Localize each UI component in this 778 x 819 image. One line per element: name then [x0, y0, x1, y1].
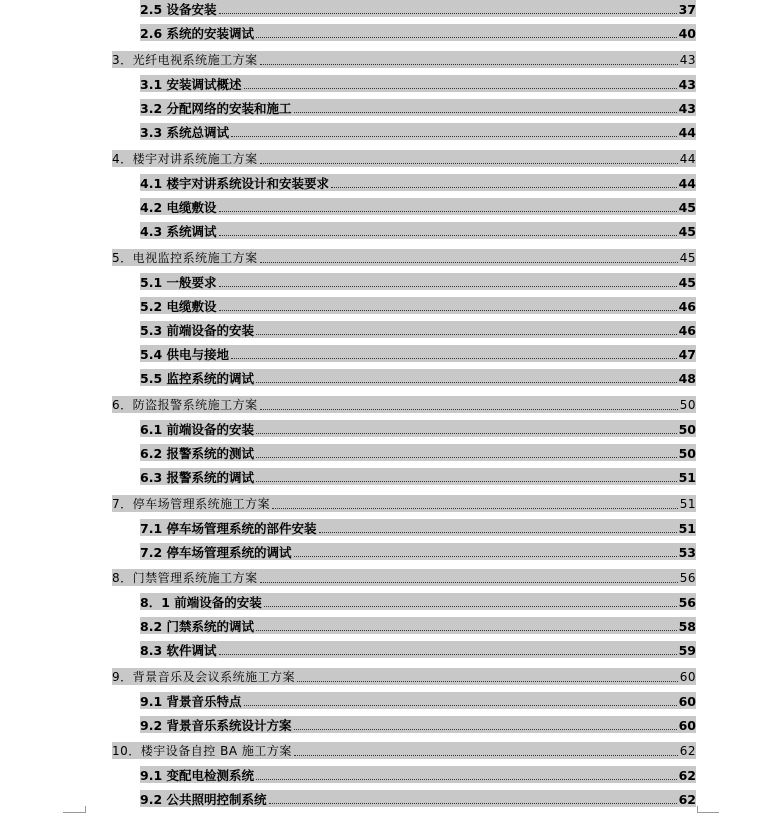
toc-entry[interactable]	[140, 273, 696, 290]
toc-entry[interactable]	[140, 321, 696, 338]
toc-entry-title: 6.3 报警系统的调试	[140, 470, 254, 485]
toc-entry-page-number: 43	[678, 77, 696, 92]
toc-entry[interactable]	[140, 24, 696, 41]
toc-entry[interactable]	[140, 692, 696, 709]
toc-entry[interactable]	[112, 396, 696, 413]
toc-entry-title: 2.5 设备安装	[140, 2, 217, 17]
toc-entry[interactable]	[140, 593, 696, 610]
toc-entry[interactable]	[140, 543, 696, 560]
toc-dot-leader	[219, 310, 677, 311]
toc-entry[interactable]	[112, 51, 696, 68]
toc-dot-leader	[219, 13, 677, 14]
toc-entry-title: 9.1 背景音乐特点	[140, 694, 242, 709]
toc-entry-page-number: 50	[678, 422, 696, 437]
toc-entry[interactable]	[112, 742, 696, 759]
toc-entry-title: 5.4 供电与接地	[140, 347, 229, 362]
toc-entry-page-number: 62	[679, 744, 696, 758]
toc-dot-leader	[231, 136, 677, 137]
toc-dot-leader	[264, 606, 677, 607]
toc-dot-leader	[256, 481, 677, 482]
toc-entry-page-number: 45	[678, 224, 696, 239]
toc-entry[interactable]	[112, 569, 696, 586]
page-corner-mark-right-vertical	[697, 806, 698, 813]
toc-dot-leader	[260, 409, 678, 410]
toc-entry[interactable]	[112, 668, 696, 685]
toc-entry[interactable]	[140, 369, 696, 386]
toc-entry-page-number: 51	[678, 470, 696, 485]
toc-entry[interactable]	[112, 495, 696, 512]
toc-dot-leader	[256, 457, 677, 458]
toc-entry[interactable]	[140, 297, 696, 314]
toc-entry[interactable]	[140, 790, 696, 807]
toc-entry-page-number: 56	[679, 571, 696, 585]
toc-entry-title: 10．楼宇设备自控 BA 施工方案	[112, 744, 292, 758]
toc-dot-leader	[219, 211, 677, 212]
toc-entry[interactable]	[140, 345, 696, 362]
toc-entry[interactable]	[140, 174, 696, 191]
toc-entry-title: 4．楼宇对讲系统施工方案	[112, 152, 258, 166]
toc-entry[interactable]	[140, 75, 696, 92]
toc-entry-title: 3.3 系统总调试	[140, 125, 229, 140]
toc-entry-title: 3.1 安装调试概述	[140, 77, 242, 92]
toc-dot-leader	[272, 508, 678, 509]
toc-entry-title: 8.2 门禁系统的调试	[140, 619, 254, 634]
toc-entry[interactable]	[140, 519, 696, 536]
toc-dot-leader	[319, 532, 677, 533]
toc-dot-leader	[297, 681, 678, 682]
toc-dot-leader	[294, 556, 677, 557]
toc-entry[interactable]	[140, 716, 696, 733]
toc-entry-page-number: 37	[678, 2, 696, 17]
toc-entry-title: 5.1 一般要求	[140, 275, 217, 290]
toc-entry-page-number: 43	[679, 53, 696, 67]
toc-dot-leader	[256, 37, 677, 38]
toc-entry-title: 5.3 前端设备的安装	[140, 323, 254, 338]
toc-entry-page-number: 60	[678, 718, 696, 733]
toc-entry-title: 6.1 前端设备的安装	[140, 422, 254, 437]
toc-entry-page-number: 62	[678, 768, 696, 783]
toc-entry[interactable]	[140, 123, 696, 140]
toc-entry-title: 4.3 系统调试	[140, 224, 217, 239]
toc-entry-title: 2.6 系统的安装调试	[140, 26, 254, 41]
toc-entry-title: 8．1 前端设备的安装	[140, 595, 262, 610]
toc-dot-leader	[294, 112, 677, 113]
toc-entry-title: 5.2 电缆敷设	[140, 299, 217, 314]
toc-dot-leader	[231, 358, 677, 359]
toc-entry-page-number: 60	[678, 694, 696, 709]
toc-entry-page-number: 46	[678, 323, 696, 338]
toc-entry-title: 5.5 监控系统的调试	[140, 371, 254, 386]
toc-entry[interactable]	[140, 420, 696, 437]
toc-entry-title: 9.1 变配电检测系统	[140, 768, 254, 783]
toc-dot-leader	[294, 755, 678, 756]
toc-dot-leader	[256, 433, 677, 434]
toc-entry-title: 7.1 停车场管理系统的部件安装	[140, 521, 317, 536]
page-corner-mark-left-vertical	[85, 806, 86, 813]
toc-entry-page-number: 50	[678, 446, 696, 461]
toc-dot-leader	[256, 779, 677, 780]
toc-entry[interactable]	[112, 150, 696, 167]
toc-entry-page-number: 45	[679, 251, 696, 265]
toc-entry-title: 4.1 楼宇对讲系统设计和安装要求	[140, 176, 329, 191]
toc-entry[interactable]	[140, 0, 696, 17]
toc-entry-title: 4.2 电缆敷设	[140, 200, 217, 215]
toc-entry-page-number: 47	[678, 347, 696, 362]
toc-dot-leader	[219, 235, 677, 236]
toc-dot-leader	[294, 729, 677, 730]
toc-dot-leader	[256, 334, 677, 335]
toc-entry-page-number: 43	[678, 101, 696, 116]
toc-entry-title: 6.2 报警系统的测试	[140, 446, 254, 461]
toc-entry[interactable]	[140, 222, 696, 239]
toc-entry-title: 9.2 背景音乐系统设计方案	[140, 718, 292, 733]
toc-entry[interactable]	[140, 99, 696, 116]
toc-dot-leader	[260, 64, 678, 65]
toc-entry-page-number: 48	[678, 371, 696, 386]
toc-entry-page-number: 46	[678, 299, 696, 314]
page-corner-mark-left	[63, 812, 85, 819]
page-corner-mark-right	[697, 812, 719, 819]
toc-entry-title: 3.2 分配网络的安装和施工	[140, 101, 292, 116]
toc-entry-page-number: 44	[678, 176, 696, 191]
toc-entry-page-number: 45	[678, 200, 696, 215]
toc-entry-title: 8.3 软件调试	[140, 643, 217, 658]
toc-entry[interactable]	[140, 766, 696, 783]
toc-entry[interactable]	[140, 617, 696, 634]
toc-dot-leader	[269, 803, 677, 804]
toc-entry-title: 3．光纤电视系统施工方案	[112, 53, 258, 67]
toc-entry-title: 7.2 停车场管理系统的调试	[140, 545, 292, 560]
toc-entry-page-number: 44	[678, 125, 696, 140]
toc-entry-title: 7．停车场管理系统施工方案	[112, 497, 271, 511]
toc-dot-leader	[256, 630, 677, 631]
toc-entry-page-number: 59	[678, 643, 696, 658]
toc-entry-page-number: 45	[678, 275, 696, 290]
toc-entry-title: 6．防盗报警系统施工方案	[112, 398, 258, 412]
toc-dot-leader	[260, 262, 678, 263]
toc-entry-page-number: 40	[678, 26, 696, 41]
toc-dot-leader	[260, 163, 678, 164]
toc-entry-page-number: 51	[679, 497, 696, 511]
toc-entry[interactable]	[140, 468, 696, 485]
toc-dot-leader	[260, 582, 678, 583]
toc-entry-page-number: 56	[678, 595, 696, 610]
toc-entry-page-number: 58	[678, 619, 696, 634]
toc-entry-page-number: 62	[678, 792, 696, 807]
toc-dot-leader	[244, 88, 677, 89]
toc-entry-page-number: 60	[679, 670, 696, 684]
toc-entry[interactable]	[112, 249, 696, 266]
toc-entry[interactable]	[140, 641, 696, 658]
toc-entry[interactable]	[140, 444, 696, 461]
toc-dot-leader	[256, 382, 677, 383]
toc-entry-title: 8．门禁管理系统施工方案	[112, 571, 258, 585]
toc-dot-leader	[331, 187, 677, 188]
toc-dot-leader	[219, 654, 677, 655]
toc-entry-page-number: 53	[678, 545, 696, 560]
toc-dot-leader	[244, 705, 677, 706]
toc-entry-page-number: 50	[679, 398, 696, 412]
toc-entry-title: 5．电视监控系统施工方案	[112, 251, 258, 265]
toc-entry[interactable]	[140, 198, 696, 215]
toc-entry-title: 9．背景音乐及会议系统施工方案	[112, 670, 296, 684]
toc-entry-page-number: 44	[679, 152, 696, 166]
toc-entry-title: 9.2 公共照明控制系统	[140, 792, 267, 807]
toc-dot-leader	[219, 286, 677, 287]
toc-entry-page-number: 51	[678, 521, 696, 536]
